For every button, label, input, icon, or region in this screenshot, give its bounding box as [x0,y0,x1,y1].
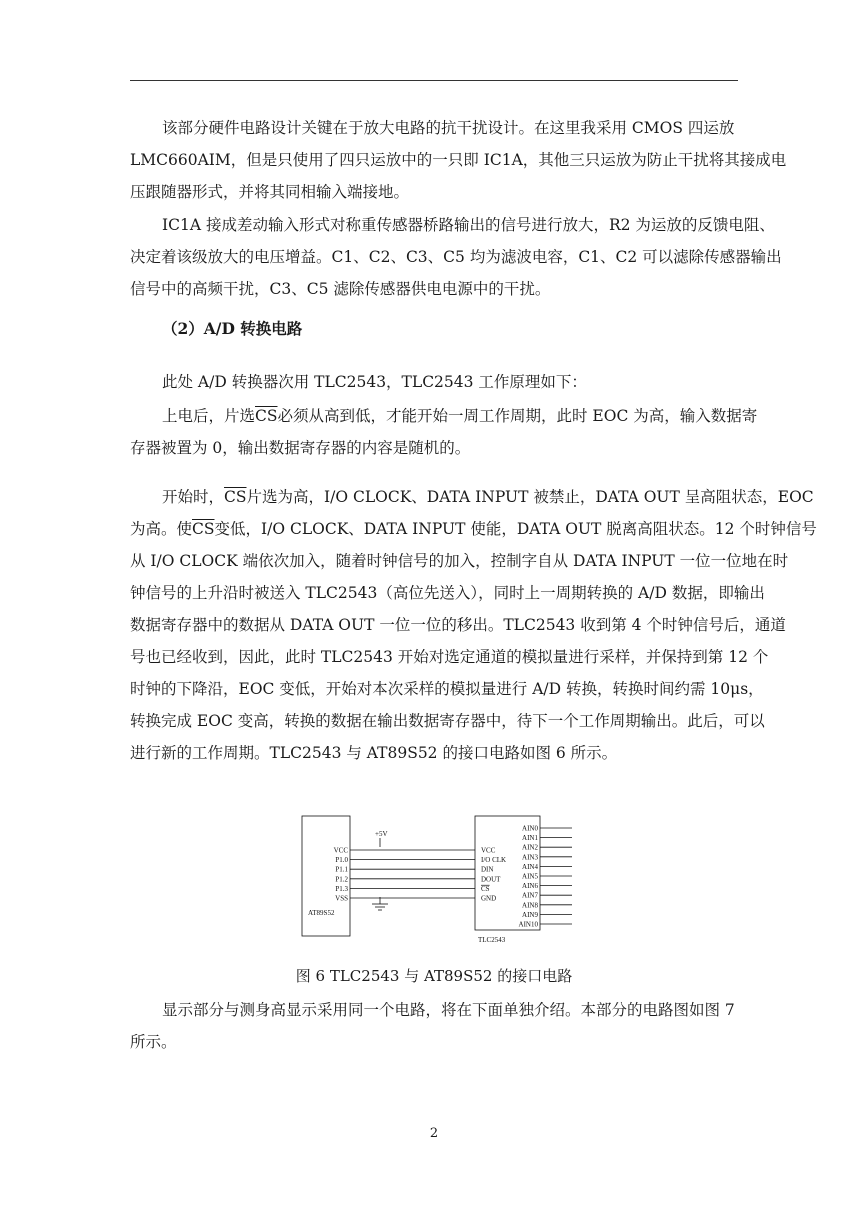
figure-caption: 图 6 TLC2543 与 AT89S52 的接口电路 [295,967,573,985]
text-line: 时钟的下降沿，EOC 变低，开始对本次采样的模拟量进行 A/D 转换，转换时间约需 10μs， [130,680,764,698]
paragraph-5 [130,481,817,769]
right-pin-label: GND [481,894,497,903]
text-line: 所示。 [130,1033,177,1051]
header-rule [130,80,738,81]
text-line: LMC660AIM，但是只使用了四只运放中的一只即 IC1A，其他三只运放为防止干扰将其接成电 [130,151,787,169]
text-line: 此处 A/D 转换器次用 TLC2543，TLC2543 工作原理如下： [162,373,587,391]
paragraph-6 [130,994,738,1058]
cs-signal: $\overline{CS}$ [224,488,247,506]
text-line: 压跟随器形式，并将其同相输入端接地。 [130,183,410,201]
text-fragment: 变低，I/O CLOCK、DATA INPUT 使能，DATA OUT 脱离高阻状态。12 个时钟信号 [214,520,817,538]
left-pin-label: VSS [335,894,348,903]
text-line: IC1A 接成差动输入形式对称重传感器桥路输出的信号进行放大，R2 为运放的反馈电阻、 [162,216,775,234]
text-line: 进行新的工作周期。TLC2543 与 AT89S52 的接口电路如图 6 所示。 [130,744,618,762]
paragraph-3 [130,366,738,398]
text-line [130,481,814,513]
ain-pin-label: AIN10 [518,920,538,929]
left-pin-label: P1.0 [335,856,348,865]
text-line: 显示部分与测身高显示采用同一个电路，将在下面单独介绍。本部分的电路图如图 7 [162,1001,735,1019]
ain-pin-label: AIN5 [522,872,538,881]
text-fragment: 为高。使 [130,520,193,538]
right-pin-label: DIN [481,865,494,874]
ain-pin-label: AIN1 [522,834,538,843]
left-pin-label: VCC [333,846,348,855]
right-pin-label: DOUT [481,875,501,884]
right-pin-label: VCC [481,846,496,855]
text-line: 信号中的高频干扰，C3、C5 滤除传感器供电电源中的干扰。 [130,280,551,298]
text-fragment: 上电后，片选 [162,407,256,425]
text-line [130,513,817,545]
text-line: 存器被置为 0，输出数据寄存器的内容是随机的。 [130,439,471,457]
text-line: 号也已经收到，因此，此时 TLC2543 开始对选定通道的模拟量进行采样，并保持到第 12 个 [130,648,769,666]
right-chip-label: TLC2543 [478,936,506,944]
ain-pin-label: AIN4 [522,862,538,871]
text-line: 转换完成 EOC 变高，转换的数据在输出数据寄存器中，待下一个工作周期输出。此后，可以 [130,712,765,730]
ain-pin-label: AIN6 [522,882,538,891]
text-line: 数据寄存器中的数据从 DATA OUT 一位一位的移出。TLC2543 收到第 4 个时钟信号后，通道 [130,616,786,634]
cs-signal: $\overline{CS}$ [255,407,278,425]
ain-pin-label: AIN0 [522,824,538,833]
right-pin-label: I/O CLK [481,856,507,865]
supply-label: +5V [375,830,388,838]
text-line: 钟信号的上升沿时被送入 TLC2543（高位先送入），同时上一周期转换的 A/D 数据，即输出 [130,584,765,602]
text-line: 从 I/O CLOCK 端依次加入，随着时钟信号的加入，控制字自从 DATA INPUT 一位一位地在时 [130,552,789,570]
circuit-diagram [300,812,580,957]
cs-signal: $\overline{CS}$ [192,520,215,538]
text-line [130,400,758,432]
ain-pin-label: AIN9 [522,910,538,919]
section-heading: （2）A/D 转换电路 [162,319,303,338]
text-fragment: 必须从高到低，才能开始一周工作周期，此时 EOC 为高，输入数据寄 [277,407,758,425]
right-pin-label: CS [481,884,490,893]
left-pin-label: P1.2 [335,875,348,884]
paragraph-1 [130,112,787,208]
text-line: 决定着该级放大的电压增益。C1、C2、C3、C5 均为滤波电容，C1、C2 可以滤除传感器输出 [130,248,782,266]
left-pin-label: P1.3 [335,884,348,893]
text-fragment: 片选为高，I/O CLOCK、DATA INPUT 被禁止，DATA OUT 呈高阻状态，EOC [246,488,814,506]
text-fragment: 开始时， [162,488,225,506]
left-pin-label: P1.1 [335,865,348,874]
ain-pin-label: AIN7 [522,891,538,900]
ain-pin-label: AIN3 [522,853,538,862]
page-number: 2 [429,1126,439,1141]
ain-pin-label: AIN2 [522,843,538,852]
paragraph-2 [130,209,782,305]
ain-pin-label: AIN8 [522,901,538,910]
text-line: 该部分硬件电路设计关键在于放大电路的抗干扰设计。在这里我采用 CMOS 四运放 [162,119,735,137]
paragraph-4 [130,400,758,464]
left-chip-label: AT89S52 [308,909,335,917]
